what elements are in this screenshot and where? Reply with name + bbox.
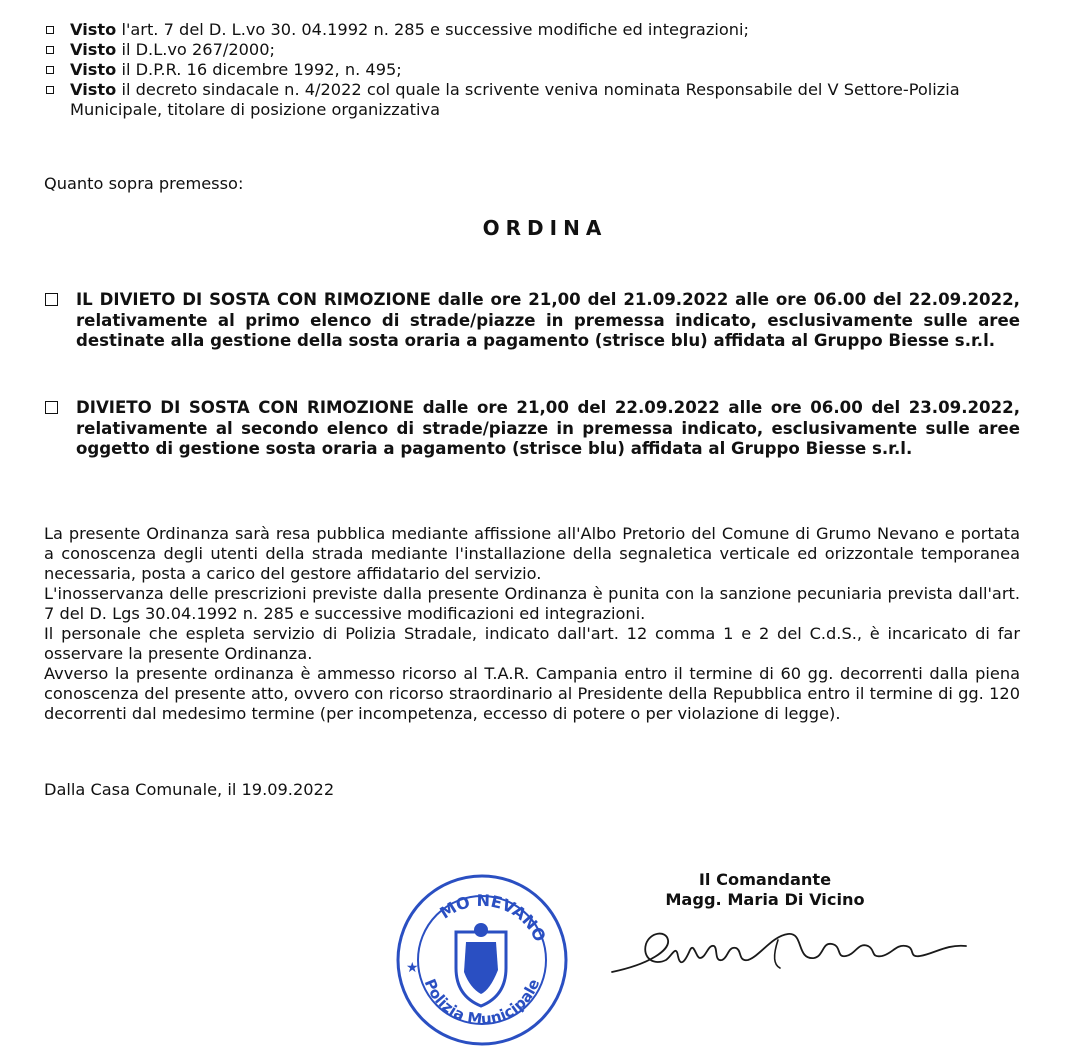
date-line: Dalla Casa Comunale, il 19.09.2022 (44, 780, 335, 799)
signature-block (600, 870, 930, 910)
order-text: IL DIVIETO DI SOSTA CON RIMOZIONE dalle ore 21,00 del 21.09.2022 alle ore 06.00 del 22.09.2022, relativamente al primo elenco di strade/piazze in premessa indicato, esclusivamente sulle aree destinate alla gestione della sosta oraria a pagamento (strisce blu) affidata al Gruppo Biesse s.r.l. (76, 290, 1020, 350)
body-paragraph: La presente Ordinanza sarà resa pubblica mediante affissione all'Albo Pretorio del Comune di Grumo Nevano e portata a conoscenza degli utenti della strada mediante l'installazione della segnaletica verticale ed orizzontale temporanea necessaria, posta a carico del gestore affidatario del servizio. (44, 524, 1020, 583)
order-item (44, 398, 1020, 460)
visto-item (44, 20, 1034, 40)
stamp-top-text: MO NEVANO (436, 890, 550, 945)
body-paragraph: Il personale che espleta servizio di Polizia Stradale, indicato dall'art. 12 comma 1 e 2 del C.d.S., è incaricato di far osservare la presente Ordinanza. (44, 624, 1020, 663)
body-paragraphs (44, 524, 1020, 724)
checkbox-bullet-icon (46, 66, 54, 74)
handwritten-signature (610, 916, 982, 990)
visto-text: l'art. 7 del D. L.vo 30. 04.1992 n. 285 e successive modifiche ed integrazioni; (116, 20, 749, 39)
body-paragraph: L'inosservanza delle prescrizioni previste dalla presente Ordinanza è punita con la sanzione pecuniaria prevista dall'art. 7 del D. Lgs 30.04.1992 n. 285 e successive modificazioni ed integrazioni. (44, 584, 1020, 623)
visto-item (44, 60, 1034, 80)
svg-text:★: ★ (406, 960, 419, 976)
signer-role: Il Comandante (698, 870, 832, 889)
visto-text: il decreto sindacale n. 4/2022 col quale la scrivente veniva nominata Responsabile del V Settore-Polizia Municipale, titolare di posizione organizzativa (70, 80, 960, 119)
visto-lead: Visto (70, 20, 117, 39)
signer-name: Magg. Maria Di Vicino (665, 890, 865, 909)
police-stamp-icon (394, 872, 570, 1048)
premesso-text: Quanto sopra premesso: (44, 174, 244, 193)
visto-text: il D.P.R. 16 dicembre 1992, n. 495; (116, 60, 402, 79)
checkbox-bullet-icon (45, 401, 58, 414)
visto-lead: Visto (70, 60, 117, 79)
visto-text: il D.L.vo 267/2000; (116, 40, 275, 59)
visto-list (44, 20, 1034, 120)
visto-lead: Visto (70, 80, 117, 99)
order-item (44, 290, 1020, 352)
checkbox-bullet-icon (45, 293, 58, 306)
body-paragraph: Avverso la presente ordinanza è ammesso ricorso al T.A.R. Campania entro il termine di 60 gg. decorrenti dalla piena conoscenza del presente atto, ovvero con ricorso straordinario al Presidente della Repubblica entro il termine di gg. 120 decorrenti dal medesimo termine (per incompetenza, eccesso di potere o per violazione di legge). (44, 664, 1020, 723)
stamp-bottom-text: Polizia Municipale (420, 976, 544, 1029)
checkbox-bullet-icon (46, 46, 54, 54)
checkbox-bullet-icon (46, 26, 54, 34)
checkbox-bullet-icon (46, 86, 54, 94)
visto-lead: Visto (70, 40, 117, 59)
visto-item (44, 80, 1034, 120)
svg-text:MO NEVANO (436, 891, 549, 945)
order-text: DIVIETO DI SOSTA CON RIMOZIONE dalle ore 21,00 del 22.09.2022 alle ore 06.00 del 23.09.2022, relativamente al secondo elenco di strade/piazze in premessa indicato, esclusivamente sulle aree oggetto di gestione sosta oraria a pagamento (strisce blu) affidata al Gruppo Biesse s.r.l. (76, 398, 1020, 458)
ordina-heading: ORDINA (482, 216, 608, 240)
visto-item (44, 40, 1034, 60)
